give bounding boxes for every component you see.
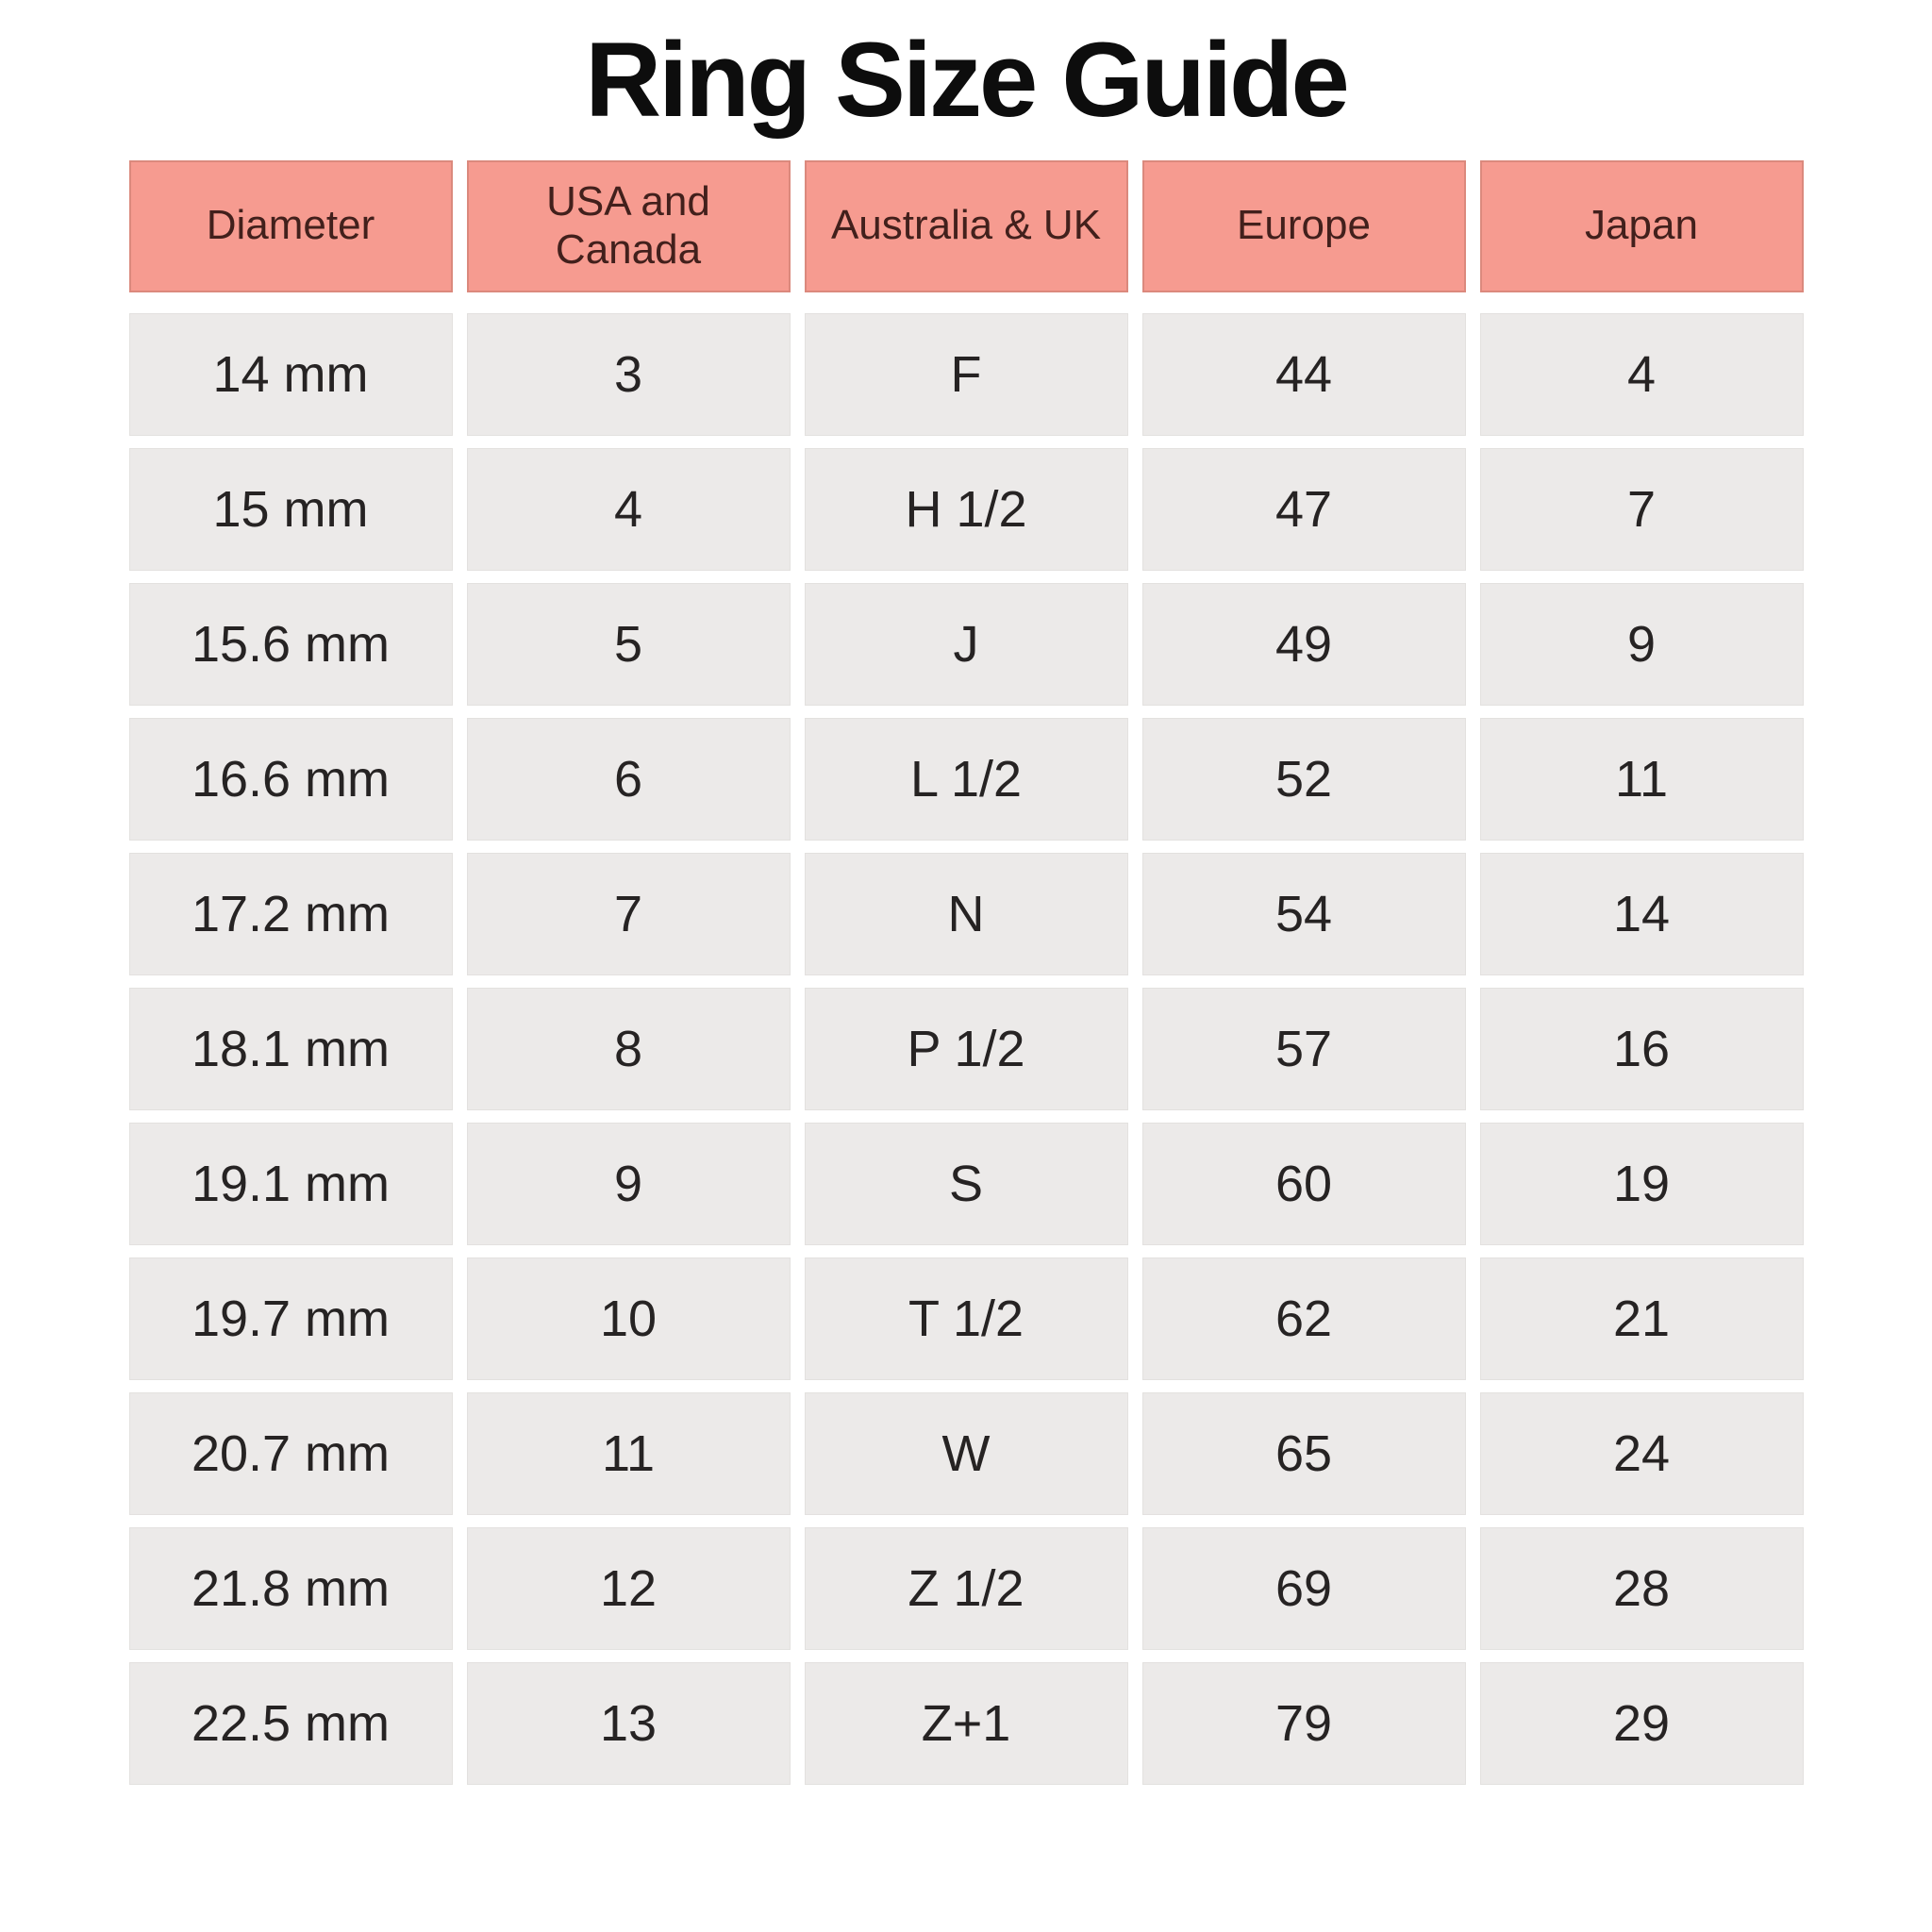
page-title: Ring Size Guide [585,21,1347,139]
cell-japan: 19 [1480,1123,1804,1245]
cell-usa-canada: 13 [467,1662,791,1785]
cell-australia-uk: J [805,583,1128,706]
table-row [129,853,1804,975]
cell-europe: 57 [1142,988,1466,1110]
cell-europe: 54 [1142,853,1466,975]
cell-europe: 49 [1142,583,1466,706]
cell-diameter: 20.7 mm [129,1392,453,1515]
header-label: Australia & UK [830,202,1102,249]
cell-japan: 9 [1480,583,1804,706]
cell-japan: 11 [1480,718,1804,841]
ring-size-table [129,160,1804,1785]
cell-europe: 65 [1142,1392,1466,1515]
cell-japan: 28 [1480,1527,1804,1650]
cell-usa-canada: 6 [467,718,791,841]
cell-usa-canada: 7 [467,853,791,975]
cell-diameter: 15 mm [129,448,453,571]
cell-australia-uk: P 1/2 [805,988,1128,1110]
header-label: Europe [1237,202,1371,249]
cell-diameter: 21.8 mm [129,1527,453,1650]
cell-australia-uk: Z+1 [805,1662,1128,1785]
cell-japan: 14 [1480,853,1804,975]
cell-japan: 29 [1480,1662,1804,1785]
cell-diameter: 15.6 mm [129,583,453,706]
table-row [129,1257,1804,1380]
header-label: Japan [1585,202,1698,249]
cell-europe: 60 [1142,1123,1466,1245]
cell-japan: 21 [1480,1257,1804,1380]
cell-diameter: 14 mm [129,313,453,436]
cell-australia-uk: S [805,1123,1128,1245]
cell-diameter: 22.5 mm [129,1662,453,1785]
cell-australia-uk: H 1/2 [805,448,1128,571]
table-row [129,1123,1804,1245]
header-cell-japan [1480,160,1804,292]
header-label: USA and Canada [546,178,710,273]
cell-diameter: 16.6 mm [129,718,453,841]
cell-europe: 47 [1142,448,1466,571]
header-cell-usa-canada [467,160,791,292]
table-header-row [129,160,1804,292]
cell-europe: 79 [1142,1662,1466,1785]
table-row [129,583,1804,706]
cell-japan: 24 [1480,1392,1804,1515]
cell-diameter: 17.2 mm [129,853,453,975]
table-row [129,1662,1804,1785]
cell-australia-uk: W [805,1392,1128,1515]
content-area [0,11,1932,1785]
cell-usa-canada: 12 [467,1527,791,1650]
table-row [129,988,1804,1110]
cell-europe: 44 [1142,313,1466,436]
table-row [129,313,1804,436]
cell-japan: 7 [1480,448,1804,571]
cell-usa-canada: 5 [467,583,791,706]
table-row [129,1392,1804,1515]
cell-usa-canada: 11 [467,1392,791,1515]
cell-australia-uk: T 1/2 [805,1257,1128,1380]
header-cell-diameter [129,160,453,292]
cell-usa-canada: 9 [467,1123,791,1245]
cell-japan: 16 [1480,988,1804,1110]
table-row [129,1527,1804,1650]
header-cell-australia-uk [805,160,1128,292]
cell-australia-uk: L 1/2 [805,718,1128,841]
table-row [129,718,1804,841]
cell-usa-canada: 4 [467,448,791,571]
cell-usa-canada: 3 [467,313,791,436]
cell-diameter: 19.1 mm [129,1123,453,1245]
cell-europe: 52 [1142,718,1466,841]
header-label: Diameter [206,202,375,249]
header-cell-europe [1142,160,1466,292]
cell-australia-uk: Z 1/2 [805,1527,1128,1650]
cell-usa-canada: 10 [467,1257,791,1380]
cell-australia-uk: N [805,853,1128,975]
cell-europe: 62 [1142,1257,1466,1380]
cell-japan: 4 [1480,313,1804,436]
cell-diameter: 18.1 mm [129,988,453,1110]
cell-usa-canada: 8 [467,988,791,1110]
cell-australia-uk: F [805,313,1128,436]
table-row [129,448,1804,571]
cell-diameter: 19.7 mm [129,1257,453,1380]
cell-europe: 69 [1142,1527,1466,1650]
